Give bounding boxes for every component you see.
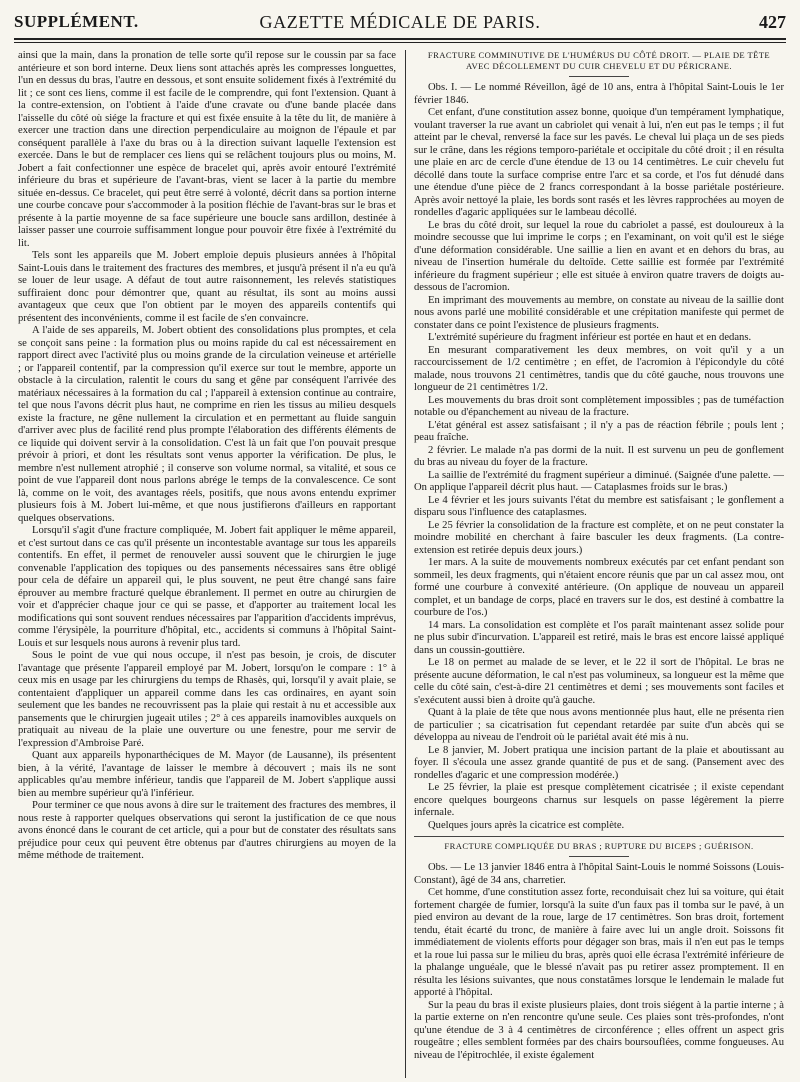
paragraph: Obs. I. — Le nommé Réveillon, âgé de 10 ans, entra à l'hôpital Saint-Louis le 1er février 1846. <box>414 82 784 106</box>
paragraph: Pour terminer ce que nous avons à dire sur le traitement des fractures des membres, il nous reste à rapporter quelques observations qui seront la justification de ce que nous avons énoncé dans le courant de cet article, qui a pour but de constater des résultats sans préjudice pour ceux qui peuvent être obtenus par d'autres chirurgiens au moyen de la même méthode de traitement. <box>18 800 396 861</box>
paragraph: Quant à la plaie de tête que nous avons mentionnée plus haut, elle ne présenta rien de particulier ; sa cicatrisation fut cependant retardée par suite d'un abcès qui se développa au niveau de l'endroit où le pariétal avait été mis à nu. <box>414 707 784 743</box>
left-column <box>18 50 396 1078</box>
observation-1 <box>414 82 784 832</box>
paragraph: En mesurant comparativement les deux membres, on voit qu'il y a un raccourcissement de 1/2 centimètre ; en effet, de l'acromion à l'épicondyle du côté malade, nous trouvons 21 centimètres, tandis que du côté gauche, nous trouvons une longueur de 21 centimètres 1/2. <box>414 344 784 393</box>
paragraph: Quelques jours après la cicatrice est complète. <box>428 819 625 831</box>
section-separator <box>414 836 784 837</box>
paragraph: Le 25 février, la plaie est presque complètement cicatrisée ; il existe cependant encore quelques bourgeons charnus sur lesquels on passe légèrement la pierre infernale. <box>414 782 784 818</box>
section-rule <box>569 856 629 857</box>
section-title-fracture-compliquee: FRACTURE COMPLIQUÉE DU BRAS ; RUPTURE DU BICEPS ; GUÉRISON. <box>444 841 754 851</box>
paragraph: Sous le point de vue qui nous occupe, il n'est pas besoin, je crois, de discuter l'avantage que présente l'appareil employé par M. Jobert, lorsqu'on le compare : 1° à ceux mis en usage par les chirurgiens du temps de Rhasès, qui, lorsqu'il y avait plaie, se contentaient d'appliquer un appareil comme dans les cas ordinaires, en ayant soin seulement que les bandes ne recouvrissent pas la plaie qui restait à nu et accessible aux pansements que le chirurgien jugeait utiles ; 2° à ces appareils inamovibles auxquels on pratiquait au niveau de la plaie une ouverture ou une fenestre, pour me servir de l'expression d'Ambroise Paré. <box>18 650 396 749</box>
page-header <box>14 12 786 36</box>
paragraph: 2 février. Le malade n'a pas dormi de la nuit. Il est survenu un peu de gonflement du bras au niveau du foyer de la fracture. <box>414 444 784 468</box>
paragraph: Quant aux appareils hyponarthéciques de M. Mayor (de Lausanne), ils présentent bien, à la vérité, l'avantage de laisser le membre à découvert ; mais ils ne sont applicables qu'au membre inférieur, tandis que l'appareil de M. Jobert s'applique aussi bien au membre supérieur qu'à l'inférieur. <box>18 750 396 799</box>
paragraph: 1er mars. A la suite de mouvements nombreux exécutés par cet enfant pendant son sommeil, les deux fragments, qui n'étaient encore réunis que par un cal assez mou, ont formé une courbure à convexité antérieure. (On applique de nouveau un appareil complet, et un bandage de corps, placé en travers sur le dos, est destiné à combattre la courbure de l'os.) <box>414 557 784 618</box>
paragraph: L'état général est assez satisfaisant ; il n'y a pas de réaction fébrile ; pouls lent ; peau fraîche. <box>414 419 784 443</box>
paragraph: Le 8 janvier, M. Jobert pratiqua une incision partant de la plaie et aboutissant au foyer. Il s'écoula une assez grande quantité de pus et de sang. (Pansement avec des rondelles d'agaric et une compression modérée.) <box>414 744 784 781</box>
paragraph: ainsi que la main, dans la pronation de telle sorte qu'il repose sur le coussin par sa face antérieure et son bord interne. Deux liens sont attachés après les compresses longuettes, l'un en dessus du bras, l'autre en dessous, et sont ensuite solidement fixés à l'extrémité du lit ; ce sont ces liens, comme il est facile de le comprendre, qui font l'extension. Quant à la contre-extension, on l'obtient à l'aide d'une cravate ou d'une bande placée dans l'aisselle du côté où siége la fracture et qui est fixée ensuite à la tête du lit, de manière à exercer une traction dans une direction perpendiculaire au moignon de l'épaule et par conséquent parallèle à l'axe du bras ou à la direction suivant laquelle l'extension est exercée. Dans le but de remplacer ces liens qui se relâchent toujours plus ou moins, M. Jobert a fait confectionner une espèce de bracelet qui, après avoir entouré l'extrémité inférieure du bras et supérieure de l'avant-bras, vient se lacer à la partie du membre située en-dessus. Ce bracelet, qui peut être serré à volonté, décrit dans sa portion interne une courbe concave pour s'accommoder à la position fléchie de l'avant-bras sur le bras et présente à la partie moyenne de sa face supérieure une boucle sans ardillon, destinée à laisser passer une courroie suffisamment longue pour pouvoir être fixée à l'extrémité du lit. <box>18 50 396 249</box>
column-divider <box>405 50 406 1078</box>
paragraph: Le 25 février la consolidation de la fracture est complète, et on ne peut constater la moindre mobilité en cherchant à faire basculer les deux fragments. (La contre-extension est retirée depuis deux jours.) <box>414 519 784 556</box>
paragraph: Le 4 février et les jours suivants l'état du membre est satisfaisant ; le gonflement a disparu sous l'influence des cataplasmes. <box>414 494 784 518</box>
section-title-fracture-comminutive: FRACTURE COMMINUTIVE DE L'HUMÉRUS DU CÔTÉ DROIT. — PLAIE DE TÊTE AVEC DÉCOLLEMENT DU CUIR CHEVELU ET DU PÉRICRANE. <box>427 50 771 71</box>
page-number: 427 <box>759 12 786 32</box>
paragraph: Tels sont les appareils que M. Jobert emploie depuis plusieurs années à l'hôpital Saint-Louis dans le traitement des fractures des membres, et jusqu'à présent il n'a eu qu'à se louer de leur usage. A défaut de tout autre raisonnement, les relevés statistiques suffiraient donc pour démontrer que, quant au résultat, ils sont au moins aussi avantageux que ceux que l'on obtient par le moyen des appareils contentifs qui présentent des inconvénients, comme il est facile de s'en convaincre. <box>18 250 396 324</box>
paragraph: 14 mars. La consolidation est complète et l'os paraît maintenant assez solide pour ne plus subir d'incurvation. L'appareil est retiré, mais le bras est encore laissé appliqué dans un coussin-gouttière. <box>414 619 784 656</box>
paragraph: Les mouvements du bras droit sont complètement impossibles ; pas de tuméfaction notable ou d'épanchement au niveau de la fracture. <box>414 394 784 418</box>
paragraph: En imprimant des mouvements au membre, on constate au niveau de la saillie dont nous avons parlé une mobilité considérable et une crépitation manifeste qui permet de constater dans ce point l'existence de plusieurs fragments. <box>414 294 784 331</box>
section-rule <box>569 76 629 77</box>
paragraph: La saillie de l'extrémité du fragment supérieur a diminué. (Saignée d'une palette. — On applique l'appareil décrit plus haut. — Cataplasmes froids sur le bras.) <box>414 469 784 493</box>
observation-2 <box>414 862 784 1062</box>
paragraph: A l'aide de ses appareils, M. Jobert obtient des consolidations plus promptes, et cela se conçoit sans peine : la formation plus ou moins rapide du cal est nécessairement en rapport direct avec l'activité plus ou moins grande de la circulation veineuse et artérielle ; or l'appareil contentif, par la compression qu'il exerce sur tout le membre, apporte un obstacle à la circulation, ralentit le cours du sang et gêne par conséquent l'arrivée des matériaux nécessaires à la formation du cal ; l'appareil à extension continue au contraire, tel que nous l'avons décrit plus haut, ne comprime en rien les tissus au milieu desquels existe la fracture, ne gêne nullement la circulation et en permettant au fluide sanguin d'arriver avec plus de facilité rend plus prompte l'élaboration des différents éléments de ce liquide qui doivent servir à la consolidation. C'est là un fait que l'on pouvait presque prévoir à priori, et dont les résultats sont venus apporter la vérification. De plus, le membre n'est nullement atrophié ; il conserve son volume normal, sa vitalité, et sous ce point de vue l'appareil dont nous parlons abrége le temps de la convalescence. Ce sont là, comme on le voit, des avantages réels, positifs, que nous avons entendu exprimer plusieurs fois à M. Jobert lui-même, et que nous justifierons d'ailleurs en rapportant quelques observations. <box>18 325 396 524</box>
paragraph: Le bras du côté droit, sur lequel la roue du cabriolet a passé, est douloureux à la moindre secousse que lui imprime le corps ; en l'examinant, on voit qu'il est le siége d'une déformation considérable. Une saillie a lien en avant et en dehors du bras, au niveau de l'insertion humérale du deltoïde. Cette saillie est formée par l'extrémité inférieure du fragment supérieur ; elle est située à environ quatre travers de doigts au-dessous de l'acromion. <box>414 219 784 293</box>
paragraph: Lorsqu'il s'agit d'une fracture compliquée, M. Jobert fait appliquer le même appareil, et c'est surtout dans ce cas qu'il présente un incontestable avantage sur tous les appareils contentifs. En effet, il permet de renouveler aussi souvent que le chirurgien le juge convenable l'application des topiques ou des pansements nécessaires sans être obligé pour cela de défaire un appareil qui, le plus souvent, ne peut être changé sans faire éprouver au membre fracturé quelque ébranlement. Il permet en outre au chirurgien de voir et d'apprécier chaque jour ce qui se passe, et d'apporter au traitement local les modifications qui sont souvent rendues nécessaires par l'apparition d'accidents imprévus, comme l'érysipèle, la pourriture d'hôpital, etc., accidents si communs à l'hôpital Saint-Louis et sur lesquels nous aurons à revenir plus tard. <box>18 525 396 649</box>
paragraph: Sur la peau du bras il existe plusieurs plaies, dont trois siégent à la partie interne ; à la partie externe on n'en rencontre qu'une seule. Ces plaies sont très-profondes, n'ont qu'une étendue de 3 à 4 centimètres de circonférence ; elles offrent un aspect gris rougeâtre ; elles semblent formées par des chairs boursouflées, comme fongueuses. Au niveau de l'épitrochlée, il existe également <box>414 999 784 1061</box>
right-column <box>414 50 784 1078</box>
paragraph: Obs. — Le 13 janvier 1846 entra à l'hôpital Saint-Louis le nommé Soissons (Louis-Constant), âgé de 34 ans, charretier. <box>414 862 784 886</box>
header-rule <box>14 38 786 40</box>
journal-title: GAZETTE MÉDICALE DE PARIS. <box>259 12 541 32</box>
header-rule-thin <box>14 42 786 43</box>
paragraph: Cet enfant, d'une constitution assez bonne, quoique d'un tempérament lymphatique, voulant traverser la rue avant un cabriolet qui venait à lui, n'en eut pas le temps ; il fut atteint par le cheval, renversé la face sur les pavés. Le cheval lui plaça un de ses pieds sur le crâne, dans les régions temporo-pariétale et occipitale du côté droit ; il en résulta une plaie en arc de cercle d'une étendue de 13 ou 14 centimètres. Le cuir chevelu fut décollé dans toute la surface comprise entre l'arc et sa corde, et l'os fut dénudé dans une étendue d'une pièce de 2 francs correspondant à la bosse pariétale postérieure. Après avoir nettoyé la plaie, les bords sont rasés et les lèvres rapprochées au moyen de rondelles d'agaric appliquées sur le lambeau décollé. <box>414 107 784 218</box>
paragraph: L'extrémité supérieure du fragment inférieur est portée en haut et en dedans. <box>428 332 752 343</box>
supplement-label: SUPPLÉMENT. <box>14 12 139 31</box>
paragraph: Le 18 on permet au malade de se lever, et le 22 il sort de l'hôpital. Le bras ne présente aucune déformation, le cal n'est pas volumineux, sa longueur est la même que celle du côté sain, c'est-à-dire 21 centimètres et demi ; ses mouvements sont faciles et s'exécutent aussi bien à droite qu'à gauche. <box>414 657 784 706</box>
paragraph: Cet homme, d'une constitution assez forte, reconduisait chez lui sa voiture, qui était fortement chargée de fumier, lorsqu'à la suite d'un faux pas il tomba sur le pavé, à un pied environ au devant de la roue, large de 17 centimètres. Son bras droit, fortement tendu, était écarté du tronc, de manière à faire avec lui un angle droit. Soissons fit immédiatement de violents efforts pour dégager son bras, mais il n'en eut pas le temps et la roue lui passa sur le milieu du bras, après quoi elle écrasa l'extrémité inférieure de la phalange unguéale, que le blessé n'avait pas pu retirer assez promptement. Il en résulta les lésions suivantes, que nous constatâmes lorsque le lendemain le malade fut apporté à l'hôpital. <box>414 887 784 998</box>
